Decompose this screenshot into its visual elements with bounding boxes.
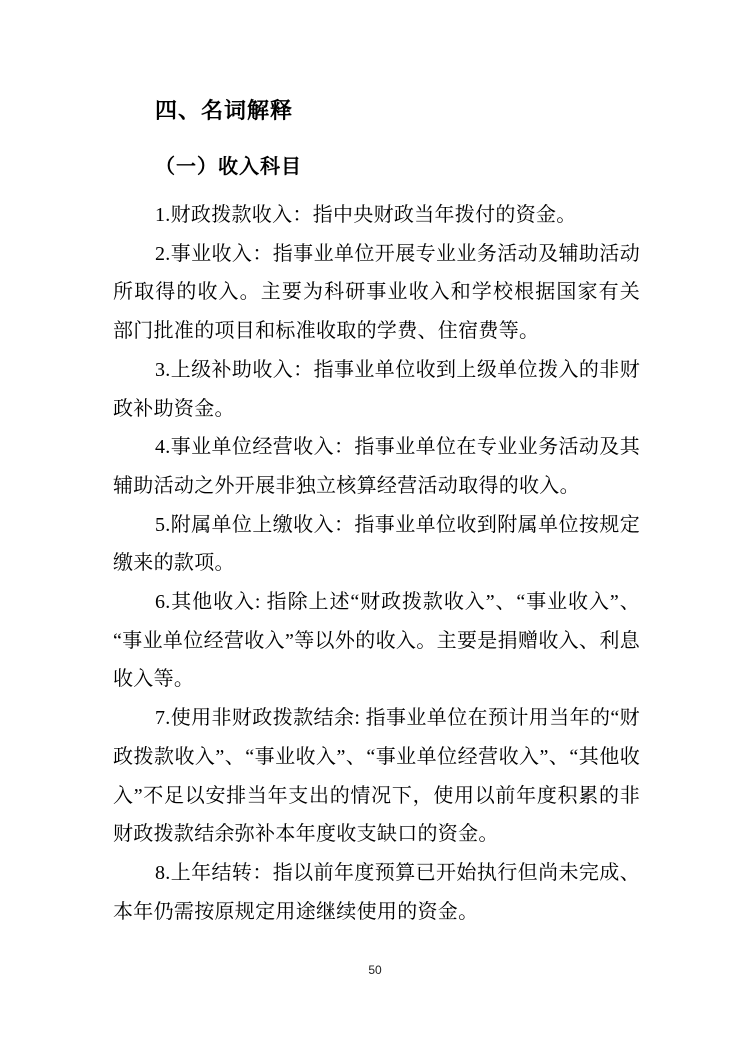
- page-content: [113, 0, 640, 931]
- definition-paragraph-7: 7.使用非财政拨款结余: 指事业单位在预计用当年的“财政拨款收入”、“事业收入”、“事业单位经营收入”、“其他收入”不足以安排当年支出的情况下，使用以前年度积累的非财政拨款结余弥补本年度收支缺口的资金。: [113, 707, 640, 846]
- section-title: 四、名词解释: [155, 98, 294, 123]
- definition-paragraph-3: 3.上级补助收入：指事业单位收到上级单位拨入的非财政补助资金。: [113, 358, 640, 420]
- page-number: 50: [368, 963, 382, 977]
- definition-paragraph-8: 8.上年结转：指以前年度预算已开始执行但尚未完成、本年仍需按原规定用途继续使用的资金。: [113, 861, 640, 923]
- definition-list: [113, 196, 640, 931]
- subsection-title: （一）收入科目: [155, 156, 302, 178]
- definition-paragraph-2: 2.事业收入：指事业单位开展专业业务活动及辅助活动所取得的收入。主要为科研事业收入和学校根据国家有关部门批准的项目和标准收取的学费、住宿费等。: [113, 242, 640, 343]
- definition-paragraph-5: 5.附属单位上缴收入：指事业单位收到附属单位按规定缴来的款项。: [113, 513, 640, 575]
- definition-paragraph-6: 6.其他收入: 指除上述“财政拨款收入”、“事业收入”、“事业单位经营收入”等以外的收入。主要是捐赠收入、利息收入等。: [113, 591, 640, 691]
- definition-paragraph-1: 1.财政拨款收入：指中央财政当年拨付的资金。: [155, 204, 577, 226]
- definition-paragraph-4: 4.事业单位经营收入：指事业单位在专业业务活动及其辅助活动之外开展非独立核算经营活动取得的收入。: [113, 436, 640, 497]
